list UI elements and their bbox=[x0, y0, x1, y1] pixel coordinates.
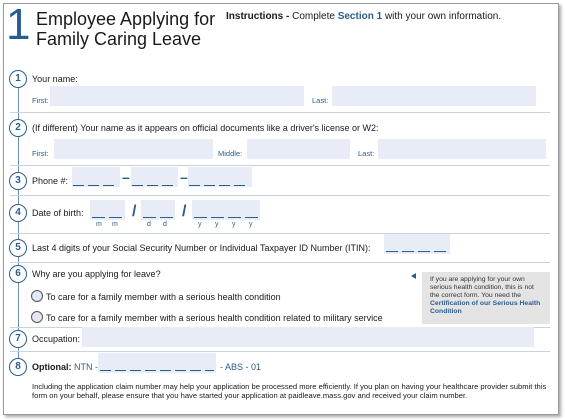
phone-digit-line bbox=[189, 185, 200, 186]
claim-number-label bbox=[32, 362, 98, 372]
last-name-field[interactable] bbox=[332, 86, 536, 106]
dob-digit-line bbox=[228, 217, 241, 218]
q2-number: 2 bbox=[9, 119, 27, 137]
divider bbox=[10, 233, 550, 234]
legal-first-name-label: First: bbox=[32, 149, 49, 158]
dob-digit-line bbox=[143, 217, 156, 218]
dob-month-hint: m bbox=[112, 221, 118, 228]
q4-label: Date of birth: bbox=[32, 208, 84, 218]
claim-digit-line bbox=[175, 370, 186, 371]
phone-digit-line bbox=[88, 185, 99, 186]
section-number: 1 bbox=[6, 0, 31, 49]
claim-number-footnote: Including the application claim number may help your application be processed more efficiently. If you plan on having your healthcare provider submit this form on your behalf, please ensure that you have started your application at paidleave.mass.gov and received your claim number. bbox=[32, 382, 547, 400]
legal-last-name-field[interactable] bbox=[378, 139, 546, 159]
instructions-label: Instructions - bbox=[226, 11, 290, 22]
phone-digit-line bbox=[162, 185, 173, 186]
reason-military-radio[interactable] bbox=[31, 311, 43, 323]
dob-separator: / bbox=[182, 203, 187, 220]
dob-digit-line bbox=[194, 217, 207, 218]
instructions bbox=[226, 11, 501, 22]
form-title-line1: Employee Applying for bbox=[36, 9, 216, 29]
first-name-field[interactable] bbox=[50, 86, 304, 106]
q1-label: Your name: bbox=[32, 74, 78, 84]
q6-label: Why are you applying for leave? bbox=[32, 269, 161, 279]
certification-form-link[interactable]: Certification of our Serious Health Condition bbox=[430, 300, 541, 315]
own-condition-note bbox=[422, 272, 550, 324]
ssn-digit-line bbox=[386, 251, 398, 252]
dob-digit-line bbox=[211, 217, 224, 218]
dob-year-hint: y bbox=[198, 221, 202, 228]
form-title bbox=[36, 9, 215, 49]
ssn-digit-line bbox=[418, 251, 430, 252]
dob-month-hint: m bbox=[96, 221, 102, 228]
divider bbox=[10, 351, 550, 352]
claim-digit-line bbox=[130, 370, 141, 371]
legal-last-name-label: Last: bbox=[358, 149, 375, 158]
reason-military-label[interactable]: To care for a family member with a serious health condition related to military service bbox=[46, 313, 383, 323]
claim-number-suffix: - ABS - 01 bbox=[220, 362, 262, 372]
q2-label: (If different) Your name as it appears on official documents like a driver's license or W2: bbox=[32, 123, 379, 133]
claim-digit-line bbox=[115, 370, 126, 371]
phone-digit-line bbox=[147, 185, 158, 186]
ntn-prefix: NTN - bbox=[74, 362, 99, 372]
q5-label: Last 4 digits of your Social Security Number or Individual Taxpayer ID Number (ITIN): bbox=[32, 243, 371, 253]
ssn-digit-line bbox=[402, 251, 414, 252]
claim-digit-line bbox=[205, 370, 214, 371]
q1-number: 1 bbox=[9, 70, 27, 88]
q4-number: 4 bbox=[9, 204, 27, 222]
q3-number: 3 bbox=[9, 172, 27, 190]
phone-digit-line bbox=[73, 185, 84, 186]
instructions-section-link: Section 1 bbox=[337, 11, 383, 22]
q8-number: 8 bbox=[9, 358, 27, 376]
reason-family-member-radio[interactable] bbox=[31, 290, 43, 302]
dob-digit-line bbox=[160, 217, 173, 218]
note-text: If you are applying for your own serious health condition, this is not the correct form. You need the bbox=[430, 276, 534, 299]
dob-day-hint: d bbox=[147, 221, 151, 228]
claim-digit-line bbox=[160, 370, 171, 371]
instructions-pre: Complete bbox=[289, 11, 338, 22]
phone-digit-line bbox=[234, 185, 245, 186]
note-pointer-icon bbox=[411, 273, 416, 279]
form-title-line2: Family Caring Leave bbox=[36, 29, 202, 49]
divider bbox=[10, 165, 550, 166]
dob-year-hint: y bbox=[249, 221, 253, 228]
dob-separator: / bbox=[132, 203, 137, 220]
q7-label: Occupation: bbox=[32, 334, 81, 344]
claim-digit-line bbox=[145, 370, 156, 371]
phone-prefix-field[interactable] bbox=[131, 167, 178, 187]
phone-separator: – bbox=[180, 169, 188, 185]
phone-digit-line bbox=[204, 185, 215, 186]
phone-digit-line bbox=[103, 185, 114, 186]
legal-middle-name-label: Middle: bbox=[218, 149, 243, 158]
divider bbox=[10, 112, 550, 113]
phone-line-number-field[interactable] bbox=[188, 167, 252, 187]
q6-number: 6 bbox=[9, 265, 27, 283]
phone-digit-line bbox=[219, 185, 230, 186]
legal-first-name-field[interactable] bbox=[54, 139, 213, 159]
phone-separator: – bbox=[122, 169, 130, 185]
dob-digit-line bbox=[92, 217, 105, 218]
divider bbox=[10, 262, 550, 263]
claim-digit-line bbox=[100, 370, 111, 371]
occupation-field[interactable] bbox=[82, 327, 534, 347]
legal-middle-name-field[interactable] bbox=[247, 139, 350, 159]
instructions-post: with your own information. bbox=[382, 11, 502, 22]
last-name-label: Last: bbox=[312, 96, 329, 105]
form-frame bbox=[3, 0, 559, 415]
divider bbox=[10, 195, 550, 196]
q7-number: 7 bbox=[9, 330, 27, 348]
dob-digit-line bbox=[109, 217, 122, 218]
reason-family-member-label[interactable]: To care for a family member with a serious health condition bbox=[46, 292, 281, 302]
dob-day-hint: d bbox=[163, 221, 167, 228]
dob-year-hint: y bbox=[232, 221, 236, 228]
optional-label: Optional: bbox=[32, 362, 72, 372]
phone-area-code-field[interactable] bbox=[72, 167, 120, 187]
dob-digit-line bbox=[245, 217, 258, 218]
q5-number: 5 bbox=[9, 239, 27, 257]
q3-label: Phone #: bbox=[32, 176, 69, 186]
first-name-label: First: bbox=[32, 96, 49, 105]
phone-digit-line bbox=[132, 185, 143, 186]
dob-year-hint: y bbox=[215, 221, 219, 228]
claim-digit-line bbox=[190, 370, 201, 371]
ssn-digit-line bbox=[434, 251, 446, 252]
